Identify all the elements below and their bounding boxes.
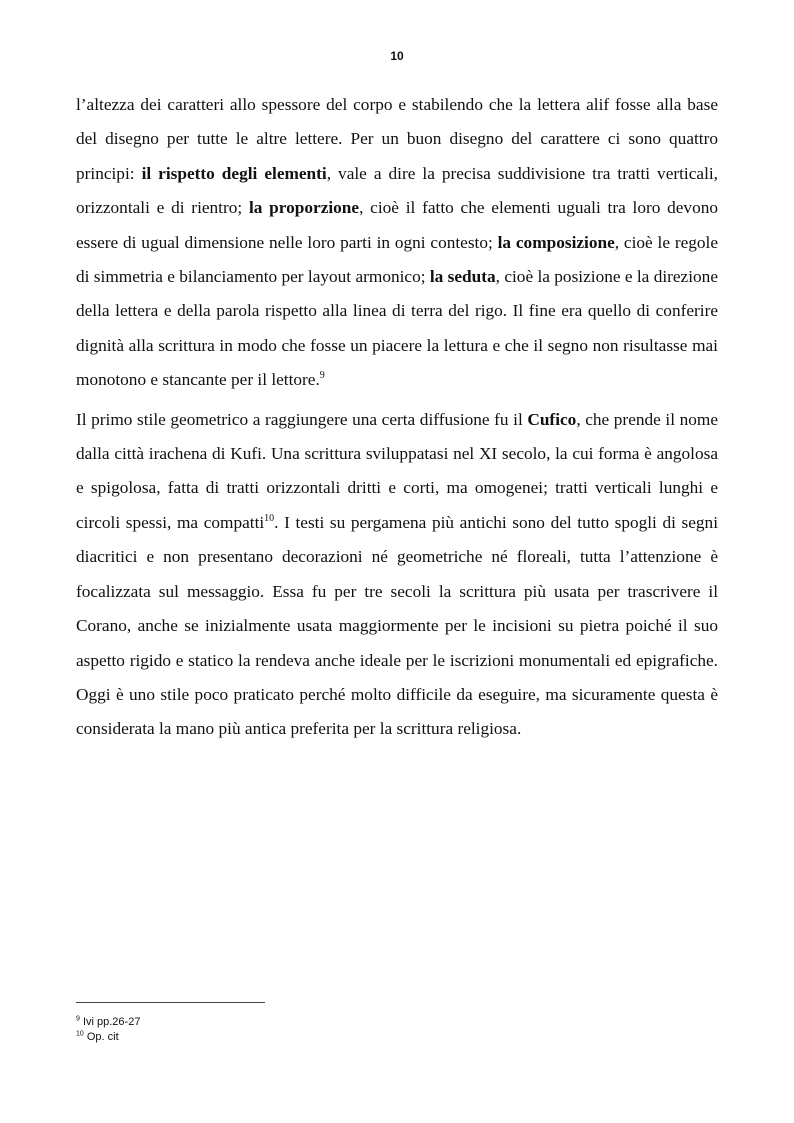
text-run: , vale a dire la precisa suddivisione tra tratti verticali, orizzontali e di rientro;	[76, 163, 718, 218]
bold-term: la proporzione	[248, 198, 360, 218]
bold-term: la composizione	[497, 232, 615, 252]
footnote-number: 9	[76, 1015, 80, 1023]
body-text	[76, 88, 718, 747]
footnote-9	[76, 1015, 718, 1030]
text-run: l’altezza dei caratteri allo spessore del corpo e stabilendo che la lettera alif fosse alla base del disegno per tutte le altre lettere. Per un buon disegno del carattere ci sono quattro principi:	[76, 95, 718, 183]
text-run: , cioè il fatto che elementi uguali tra loro devono essere di ugual dimensione nelle loro parti in ogni contesto;	[76, 198, 718, 252]
text-run: . I testi su pergamena più antichi sono del tutto spogli di segni diacritici e non presentano decorazioni né geometriche né floreali, tutta l’attenzione è focalizzata sul messaggio. Essa fu per tre secoli la scrittura più usata per trascrivere il Corano, anche se inizialmente usata maggiormente per le incisioni su pietra poiché il suo aspetto rigido e statico la rendeva anche ideale per le iscrizioni monumentali ed epigrafiche. Oggi è uno stile poco praticato perché molto difficile da eseguire, ma sicuramente questa è considerata la mano più antica preferita per la scrittura religiosa.	[76, 512, 718, 739]
text-run: Il primo stile geometrico a raggiungere una certa diffusione fu il	[76, 409, 528, 429]
footnote-separator	[76, 1002, 265, 1003]
footnote-ref: 9	[319, 370, 325, 382]
bold-term: la seduta	[429, 267, 496, 287]
footnote-10	[76, 1030, 718, 1045]
footnote-text: Ivi pp.26-27	[79, 1016, 141, 1028]
page-number: 10	[390, 49, 404, 63]
paragraph-2	[76, 403, 718, 747]
bold-term: il rispetto degli elementi	[141, 163, 327, 183]
bold-term: Cufico	[527, 409, 577, 429]
footnotes	[76, 1015, 718, 1045]
footnote-ref: 10	[264, 513, 275, 525]
text-run: , cioè le regole di simmetria e bilanciamento per layout armonico;	[76, 232, 719, 287]
text-run: , cioè la posizione e la direzione della lettera e della parola rispetto alla linea di terra del rigo. Il fine era quello di conferire dignità alla scrittura in modo che fosse un piacere la lettura e che il segno non risultasse mai monotono e stancante per il lettore.	[76, 267, 718, 390]
text-run: , che prende il nome dalla città irachena di Kufi. Una scrittura sviluppatasi nel XI secolo, la cui forma è angolosa e spigolosa, fatta di tratti orizzontali dritti e corti, ma omogenei; tratti verticali lunghi e circoli spessi, ma compatti	[76, 409, 718, 532]
footnote-number: 10	[76, 1030, 84, 1038]
paragraph-1	[76, 88, 718, 398]
footnote-text: Op. cit	[83, 1031, 119, 1043]
